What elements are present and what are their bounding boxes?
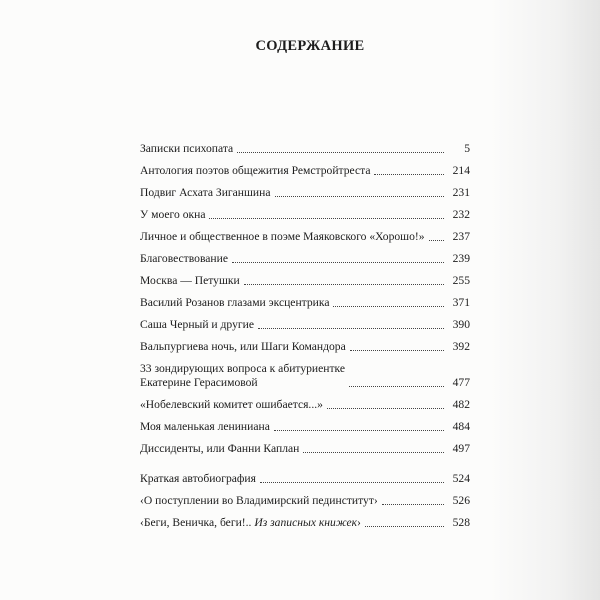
toc-page-number: 214 [452,164,470,177]
toc-page-number: 484 [452,420,470,433]
toc-page-number: 392 [452,340,470,353]
table-of-contents [140,134,470,530]
toc-entry [140,156,470,178]
toc-entry [140,332,470,354]
toc-entry [140,508,470,530]
toc-leader-dots [244,284,444,285]
toc-page-number: 497 [452,442,470,455]
toc-entry [140,354,470,390]
toc-entry [140,244,470,266]
toc-entry-title: Записки психопата [140,142,234,155]
toc-leader-dots [382,504,444,505]
toc-entry-title-line2: Екатерине Герасимовой [140,376,258,389]
toc-entry-title: ‹О поступлении во Владимирский пединститут› [140,494,378,507]
toc-entry [140,434,470,456]
toc-leader-dots [429,240,444,241]
toc-entry-title-italic: Из записных книжек [254,516,358,529]
toc-entry [140,390,470,412]
toc-leader-dots [365,526,444,527]
toc-page-number: 524 [452,472,470,485]
toc-page-number: 5 [464,142,470,155]
toc-leader-dots [274,430,444,431]
toc-leader-dots [327,408,444,409]
toc-entry-title: Личное и общественное в поэме Маяковского «Хорошо!» [140,230,425,243]
toc-leader-dots [275,196,445,197]
toc-entry [140,412,470,434]
toc-entry [140,310,470,332]
toc-entry-title-main: ‹Беги, Веничка, беги!.. [140,516,252,529]
toc-leader-dots [237,152,444,153]
toc-entry-title: Вальпургиева ночь, или Шаги Командора [140,340,346,353]
toc-entry-title: Москва — Петушки [140,274,240,287]
toc-leader-dots [349,386,444,387]
toc-page-number: 390 [452,318,470,331]
toc-page-number: 482 [452,398,470,411]
toc-leader-dots [258,328,444,329]
toc-entry-title: Саша Черный и другие [140,318,254,331]
toc-page-number: 526 [452,494,470,507]
toc-leader-dots [260,482,444,483]
toc-page-number: 371 [452,296,470,309]
toc-leader-dots [209,218,444,219]
toc-page-number: 528 [452,516,470,529]
toc-page-number: 237 [452,230,470,243]
page-title: СОДЕРЖАНИЕ [255,38,365,54]
page-edge-shadow [490,0,600,600]
toc-page-number: 477 [452,376,470,389]
toc-entry-title: Диссиденты, или Фанни Каплан [140,442,300,455]
toc-entry-title: У моего окна [140,208,206,221]
toc-leader-dots [350,350,444,351]
toc-entry-title: Моя маленькая лениниана [140,420,270,433]
toc-entry-title [140,516,361,530]
toc-page-number: 255 [452,274,470,287]
toc-page-number: 232 [452,208,470,221]
toc-entry [140,222,470,244]
toc-entry [140,178,470,200]
toc-leader-dots [374,174,444,175]
toc-entry [140,134,470,156]
toc-page-number: 231 [452,186,470,199]
toc-page-number: 239 [452,252,470,265]
toc-entry-title: Василий Розанов глазами эксцентрика [140,296,330,309]
toc-leader-dots [232,262,444,263]
toc-entry-title: Антология поэтов общежития Ремстройтреста [140,164,371,177]
toc-entry [140,200,470,222]
toc-entry-title [140,362,345,390]
toc-entry-title-end: › [357,516,361,529]
toc-entry-title-line1: 33 зондирующих вопроса к абитуриентке [140,362,346,375]
toc-entry-title: «Нобелевский комитет ошибается...» [140,398,323,411]
toc-entry-title: Благовествование [140,252,228,265]
toc-entry-title: Подвиг Асхата Зиганшина [140,186,271,199]
toc-leader-dots [333,306,444,307]
toc-entry [140,464,470,486]
toc-entry [140,288,470,310]
toc-entry-title: Краткая автобиография [140,472,256,485]
toc-entry [140,486,470,508]
toc-leader-dots [303,452,444,453]
toc-entry [140,266,470,288]
